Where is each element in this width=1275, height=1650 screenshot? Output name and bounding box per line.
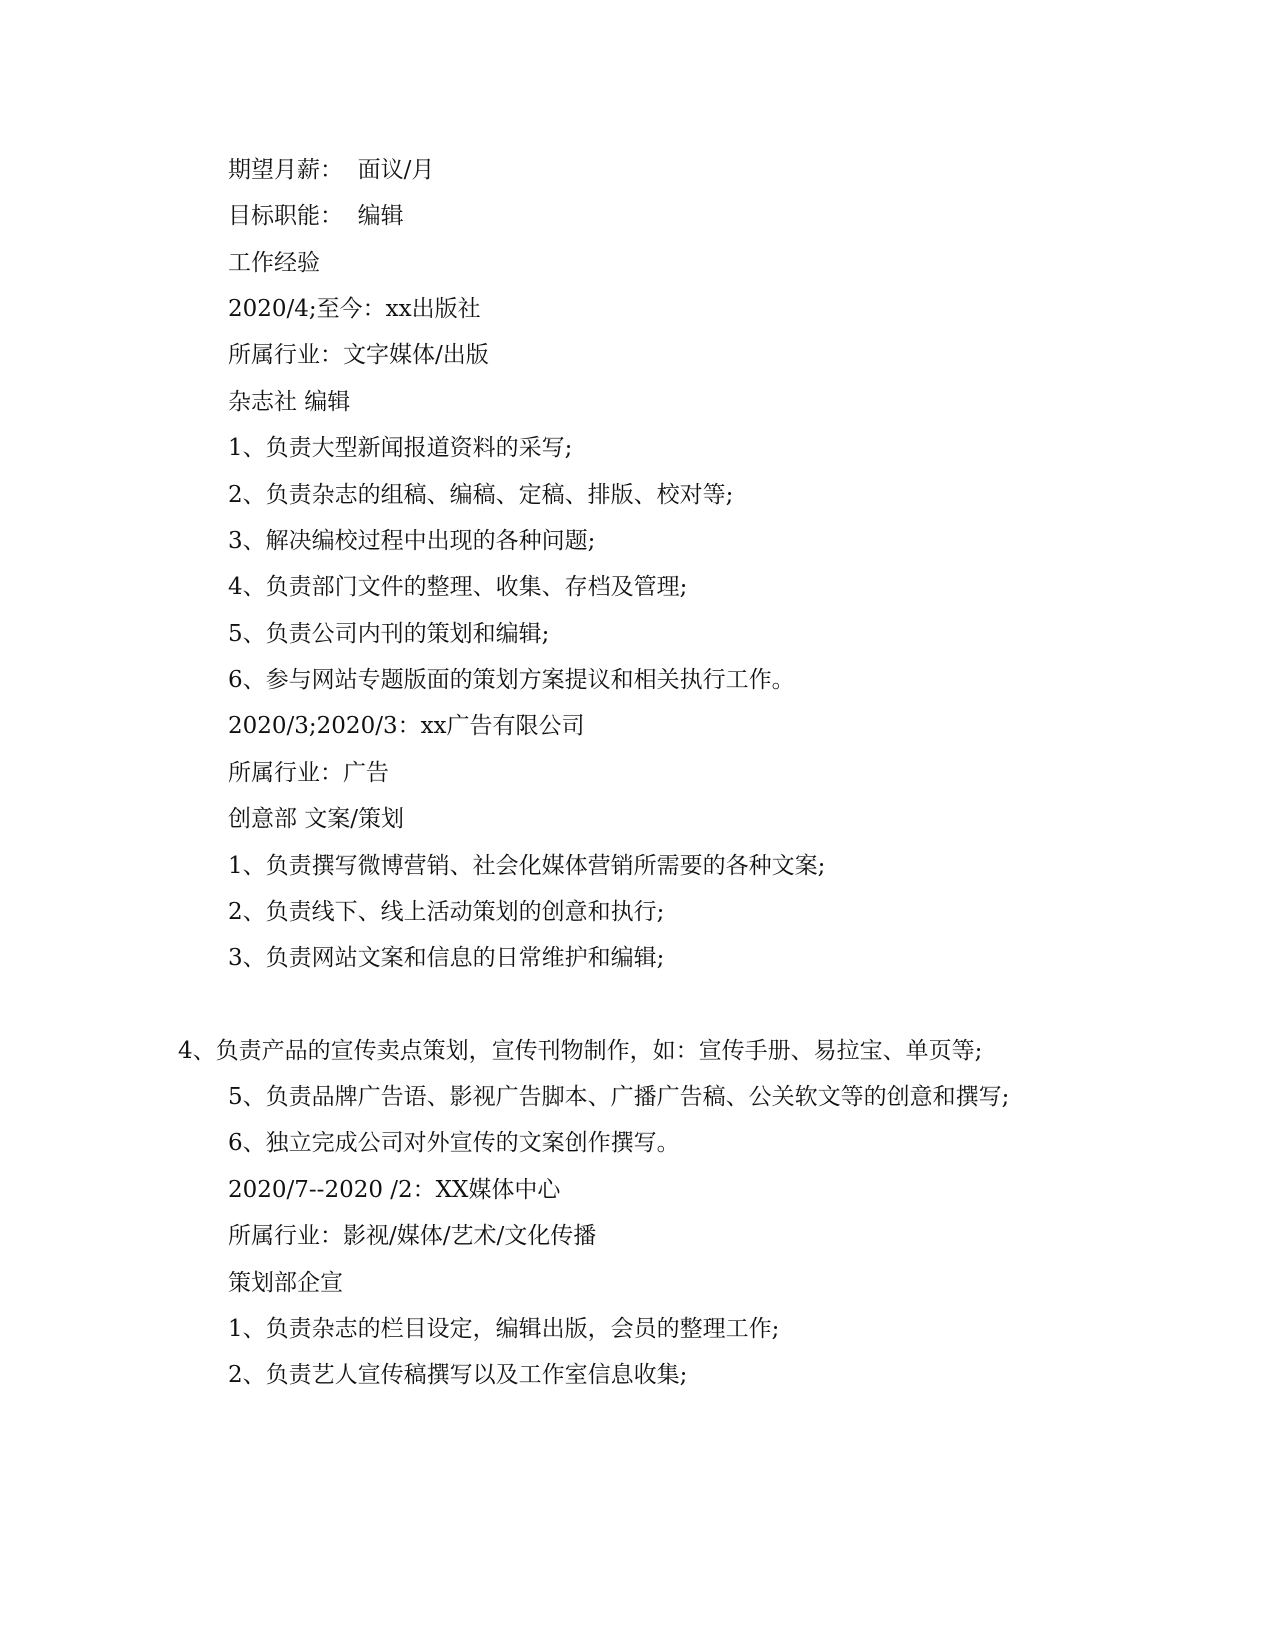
job-2-duty-4: 4、负责产品的宣传卖点策划，宣传刊物制作，如：宣传手册、易拉宝、单页等; bbox=[178, 1038, 983, 1064]
section-heading-work-experience: 工作经验 bbox=[228, 250, 320, 276]
job-2-duty-1: 1、负责撰写微博营销、社会化媒体营销所需要的各种文案; bbox=[228, 853, 826, 879]
job-1-duty-4: 4、负责部门文件的整理、收集、存档及管理; bbox=[228, 574, 688, 600]
job-2-duty-6: 6、独立完成公司对外宣传的文案创作撰写。 bbox=[228, 1130, 680, 1156]
job-3-duty-2: 2、负责艺人宣传稿撰写以及工作室信息收集; bbox=[228, 1362, 688, 1388]
job-1-duty-3: 3、解决编校过程中出现的各种问题; bbox=[228, 528, 596, 554]
job-1-duty-2: 2、负责杂志的组稿、编稿、定稿、排版、校对等; bbox=[228, 482, 734, 508]
job-3-duty-1: 1、负责杂志的栏目设定，编辑出版，会员的整理工作; bbox=[228, 1316, 780, 1342]
job-3-position: 策划部企宣 bbox=[228, 1270, 343, 1296]
job-1-duty-6: 6、参与网站专题版面的策划方案提议和相关执行工作。 bbox=[228, 667, 795, 693]
expected-salary-line: 期望月薪： 面议/月 bbox=[228, 157, 435, 183]
job-1-duty-1: 1、负责大型新闻报道资料的采写; bbox=[228, 435, 573, 461]
job-1-position: 杂志社 编辑 bbox=[228, 389, 351, 415]
job-1-duty-5: 5、负责公司内刊的策划和编辑; bbox=[228, 621, 550, 647]
job-3-period: 2020/7--2020 /2：XX媒体中心 bbox=[228, 1177, 561, 1203]
job-2-industry: 所属行业：广告 bbox=[228, 760, 389, 786]
job-2-duty-5: 5、负责品牌广告语、影视广告脚本、广播广告稿、公关软文等的创意和撰写; bbox=[228, 1084, 1010, 1110]
job-2-period: 2020/3;2020/3：xx广告有限公司 bbox=[228, 713, 585, 739]
job-1-period: 2020/4;至今：xx出版社 bbox=[228, 296, 481, 322]
job-2-duty-2: 2、负责线下、线上活动策划的创意和执行; bbox=[228, 899, 665, 925]
job-2-position: 创意部 文案/策划 bbox=[228, 806, 405, 832]
job-1-industry: 所属行业：文字媒体/出版 bbox=[228, 342, 489, 368]
job-3-industry: 所属行业：影视/媒体/艺术/文化传播 bbox=[228, 1223, 597, 1249]
job-2-duty-3: 3、负责网站文案和信息的日常维护和编辑; bbox=[228, 945, 665, 971]
target-function-line: 目标职能： 编辑 bbox=[228, 203, 404, 229]
